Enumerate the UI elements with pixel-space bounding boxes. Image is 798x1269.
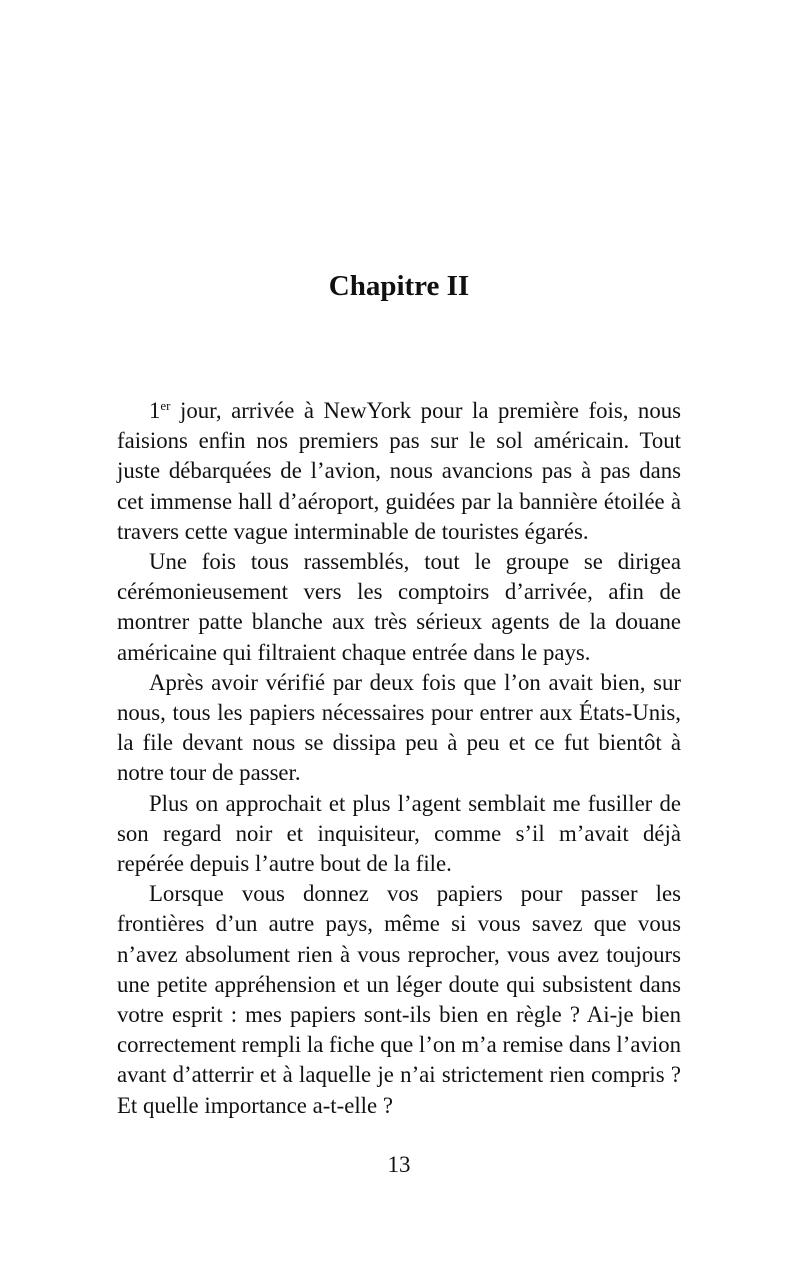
paragraph-2: Une fois tous rassemblés, tout le groupe se dirigea cérémonieusement vers les comptoirs d’arrivée, afin de montrer patte blanche aux très sérieux agents de la douane américaine qui filtraient chaque entrée dans le pays. [117, 549, 681, 665]
ordinal-number: 1 [149, 398, 161, 423]
paragraph-5: Lorsque vous donnez vos papiers pour passer les frontières d’un autre pays, même si vous savez que vous n’avez absolument rien à vous reprocher, vous avez toujours une petite appréhension et un léger doute qui subsistent dans votre esprit : mes papiers sont-ils bien en règle ? Ai-je bien correctement rempli la fiche que l’on m’a remise dans l’avion avant d’atterrir et à laquelle je n’ai strictement rien compris ? Et quelle importance a-t-elle ? [117, 881, 681, 1118]
paragraph-3: Après avoir vérifié par deux fois que l’on avait bien, sur nous, tous les papiers nécessaires pour entrer aux États-Unis, la file devant nous se dissipa peu à peu et ce fut bientôt à notre tour de passer. [117, 669, 681, 786]
paragraph-4: Plus on approchait et plus l’agent semblait me fusiller de son regard noir et inquisiteur, comme s’il m’avait déjà repérée depuis l’autre bout de la file. [117, 790, 681, 877]
chapter-title: Chapitre II [328, 270, 470, 302]
page-number: 13 [387, 1152, 411, 1177]
ordinal-superscript: er [160, 398, 171, 413]
paragraph-1-text: jour, arrivée à NewYork pour la première fois, nous faisions enfin nos premiers pas sur le sol américain. Tout juste débarquées de l’avion, nous avancions pas à pas dans cet immense hall d’aéroport, guidées par la bannière étoilée à travers cette vague interminable de touristes égarés. [117, 398, 681, 544]
paragraph-1 [117, 396, 681, 547]
chapter-body [117, 396, 681, 1121]
